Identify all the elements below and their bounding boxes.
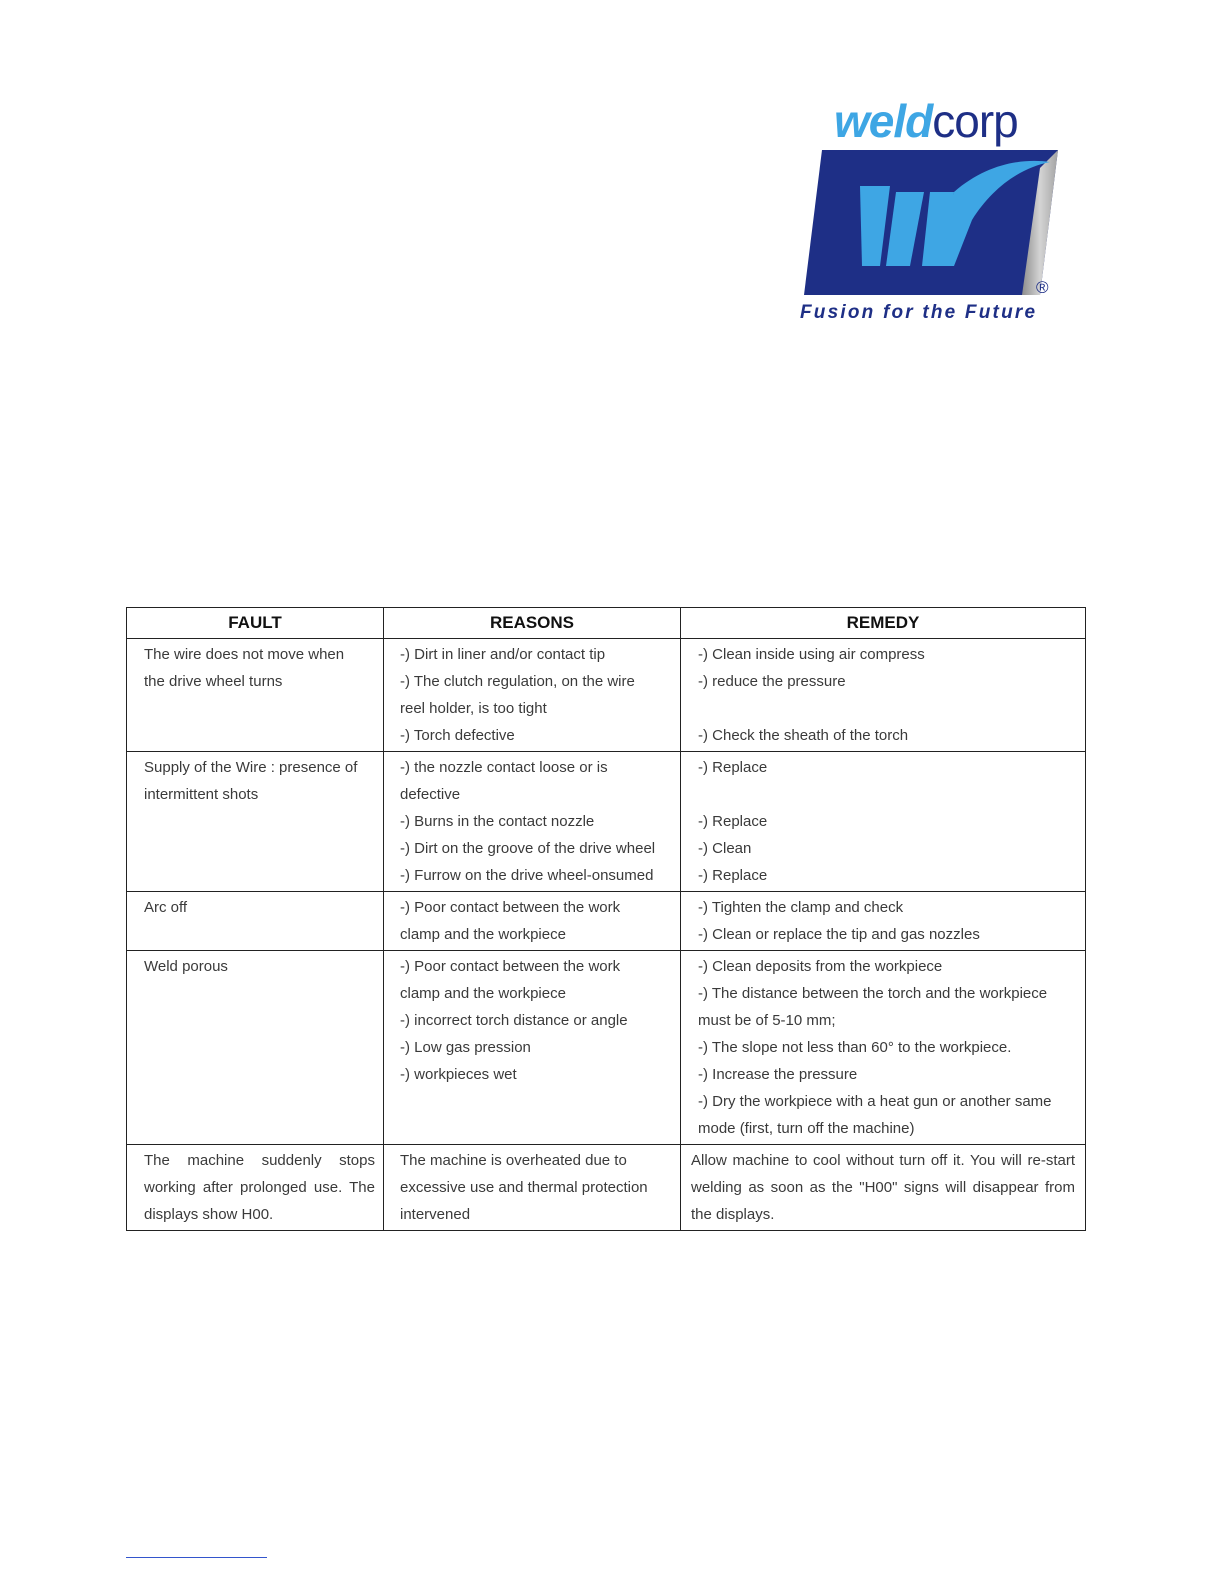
fault-cell xyxy=(127,752,384,892)
cell-line: the drive wheel turns xyxy=(144,673,283,690)
cell-line: -) Replace xyxy=(698,813,768,830)
cell-line: -) Low gas pression xyxy=(400,1039,531,1056)
cell-line: -) Replace xyxy=(698,867,768,884)
cell-line: -) Furrow on the drive wheel-onsumed xyxy=(400,867,654,884)
cell-line: -) The slope not less than 60° to the workpiece. xyxy=(698,1039,1012,1056)
cell-line: -) Torch defective xyxy=(400,727,515,744)
remedy-cell xyxy=(681,951,1086,1145)
cell-line: -) the nozzle contact loose or is xyxy=(400,759,608,776)
logo-wordmark xyxy=(834,96,1018,146)
cell-text: The machine suddenly stops working after prolonged use. The displays show H00. xyxy=(144,1152,375,1223)
cell-text: The machine is overheated due to excessive use and thermal protection intervened xyxy=(400,1152,648,1223)
table-row xyxy=(127,892,1086,951)
cell-line: -) Clean deposits from the workpiece xyxy=(698,958,943,975)
cell-line: Weld porous xyxy=(144,958,228,975)
cell-line: -) Dirt in liner and/or contact tip xyxy=(400,646,606,663)
cell-line: -) workpieces wet xyxy=(400,1066,517,1083)
registered-mark: ® xyxy=(1036,278,1049,297)
cell-line: intermittent shots xyxy=(144,786,259,803)
header-fault: FAULT xyxy=(127,608,384,639)
header-remedy: REMEDY xyxy=(681,608,1086,639)
logo-tagline: Fusion for the Future xyxy=(800,302,1038,323)
table-header-row xyxy=(127,608,1086,639)
reasons-cell xyxy=(384,639,681,752)
cell-line: -) Clean or replace the tip and gas nozzles xyxy=(698,926,980,943)
cell-line: clamp and the workpiece xyxy=(400,985,566,1002)
header-reasons: REASONS xyxy=(384,608,681,639)
cell-line: -) Dry the workpiece with a heat gun or another same xyxy=(698,1093,1052,1110)
remedy-cell xyxy=(681,752,1086,892)
cell-line: must be of 5-10 mm; xyxy=(698,1012,836,1029)
cell-line: -) Tighten the clamp and check xyxy=(698,899,904,916)
reasons-cell xyxy=(384,892,681,951)
cell-line: -) Clean inside using air compress xyxy=(698,646,925,663)
troubleshooting-table xyxy=(126,607,1086,1231)
fault-cell xyxy=(127,892,384,951)
table-row xyxy=(127,1145,1086,1231)
logo-word-corp: corp xyxy=(932,95,1018,147)
table-row xyxy=(127,951,1086,1145)
cell-line: -) Dirt on the groove of the drive wheel xyxy=(400,840,656,857)
cell-line: The wire does not move when xyxy=(144,646,345,663)
remedy-cell xyxy=(681,639,1086,752)
cell-text: Allow machine to cool without turn off it. You will re-start welding as soon as the "H00" signs will disappear from the displays. xyxy=(691,1152,1075,1223)
cell-line: mode (first, turn off the machine) xyxy=(698,1120,915,1137)
remedy-cell xyxy=(681,1145,1086,1231)
cell-line: clamp and the workpiece xyxy=(400,926,566,943)
cell-line: defective xyxy=(400,786,461,803)
cell-line: -) reduce the pressure xyxy=(698,673,846,690)
cell-line: -) Check the sheath of the torch xyxy=(698,727,909,744)
cell-line: Supply of the Wire : presence of xyxy=(144,759,358,776)
fault-cell xyxy=(127,1145,384,1231)
footnote-separator xyxy=(126,1557,267,1558)
table-row xyxy=(127,752,1086,892)
cell-line: -) incorrect torch distance or angle xyxy=(400,1012,628,1029)
cell-line xyxy=(698,695,1075,722)
cell-line: -) Replace xyxy=(698,759,768,776)
cell-line: -) Increase the pressure xyxy=(698,1066,858,1083)
reasons-cell xyxy=(384,752,681,892)
table-row xyxy=(127,639,1086,752)
cell-line: -) Poor contact between the work xyxy=(400,958,621,975)
fault-cell xyxy=(127,639,384,752)
cell-line xyxy=(698,781,1075,808)
logo-word-weld: weld xyxy=(834,95,933,147)
fault-cell xyxy=(127,951,384,1145)
remedy-cell xyxy=(681,892,1086,951)
cell-line: Arc off xyxy=(144,899,188,916)
cell-line: -) The clutch regulation, on the wire xyxy=(400,673,635,690)
reasons-cell xyxy=(384,951,681,1145)
cell-line: reel holder, is too tight xyxy=(400,700,547,717)
cell-line: -) Burns in the contact nozzle xyxy=(400,813,595,830)
cell-line: -) Clean xyxy=(698,840,752,857)
reasons-cell xyxy=(384,1145,681,1231)
cell-line: -) The distance between the torch and the workpiece xyxy=(698,985,1048,1002)
logo-w-emblem xyxy=(804,150,1058,298)
cell-line: -) Poor contact between the work xyxy=(400,899,621,916)
weldcorp-logo xyxy=(800,96,1070,332)
